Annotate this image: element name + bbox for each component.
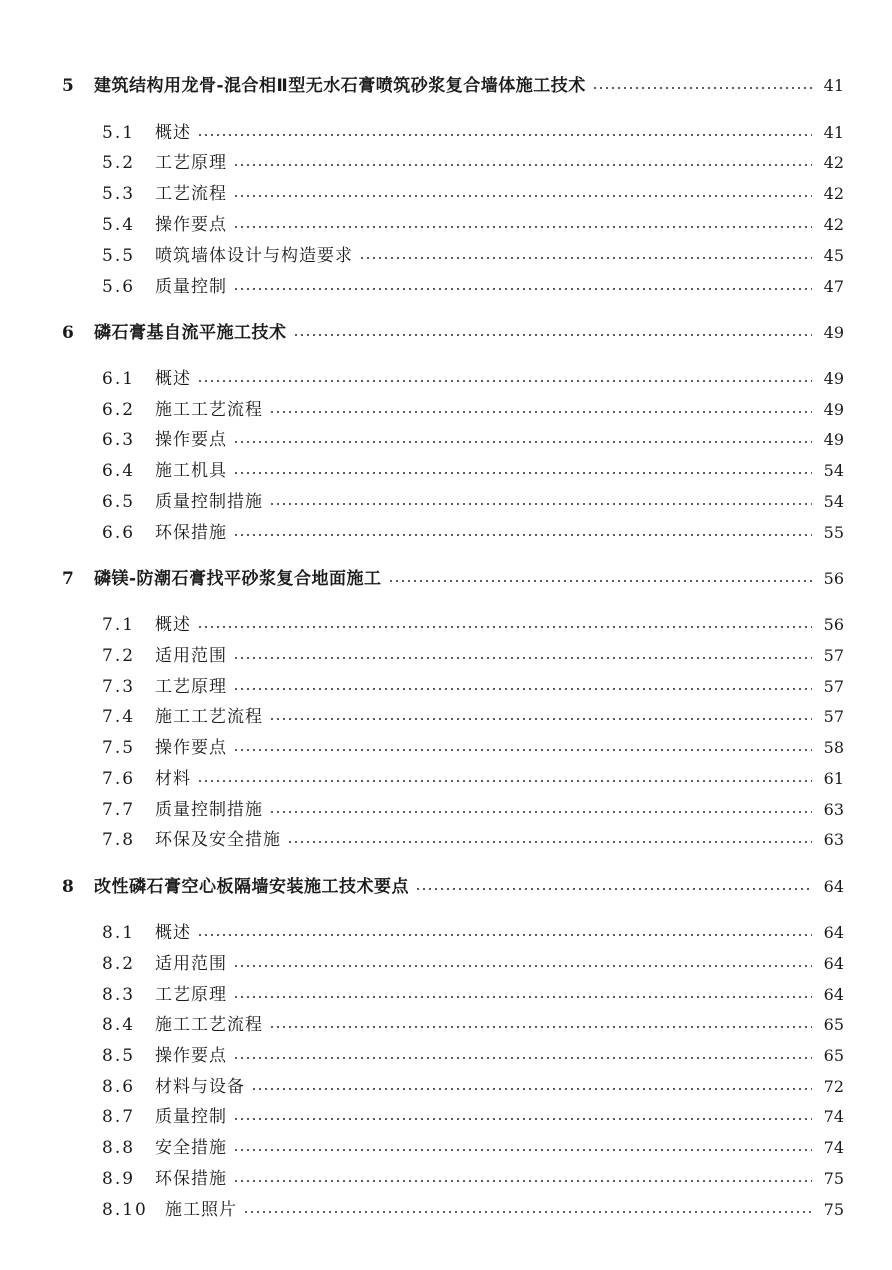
toc-section-row[interactable] [0, 121, 892, 145]
toc-page-number: 41 [823, 123, 844, 142]
toc-entry-number: 7.4 [102, 707, 136, 727]
toc-entry-number: 8.8 [102, 1138, 136, 1158]
toc-entry-title: 概述 [155, 923, 191, 943]
toc-page-number: 65 [823, 1015, 844, 1034]
dot-leader [233, 164, 812, 166]
toc-section-row[interactable] [0, 828, 892, 852]
toc-entry-number: 7 [62, 569, 74, 589]
toc-entry-title: 建筑结构用龙骨-混合相Ⅱ型无水石膏喷筑砂浆复合墙体施工技术 [94, 76, 586, 96]
toc-entry-number: 6 [62, 323, 74, 343]
dot-leader [592, 87, 812, 89]
toc-page-number: 64 [823, 877, 844, 896]
toc-section-row[interactable] [0, 1075, 892, 1099]
dot-leader [233, 195, 812, 197]
toc-section-row[interactable] [0, 736, 892, 760]
toc-entry-title: 概述 [155, 123, 191, 143]
toc-entry-number: 8 [62, 877, 74, 897]
toc-entry-number: 5.3 [102, 184, 136, 204]
toc-page-number: 75 [823, 1200, 844, 1219]
toc-entry-number: 5.4 [102, 215, 136, 235]
toc-section-row[interactable] [0, 613, 892, 637]
toc-entry-title: 适用范围 [155, 954, 227, 974]
dot-leader [388, 580, 812, 582]
dot-leader [197, 780, 812, 782]
dot-leader [415, 888, 812, 890]
toc-entry-number: 8.2 [102, 954, 136, 974]
toc-entry-title: 磷镁-防潮石膏找平砂浆复合地面施工 [94, 569, 382, 589]
dot-leader [269, 811, 812, 813]
toc-section-row[interactable] [0, 1198, 892, 1222]
toc-entry-title: 磷石膏基自流平施工技术 [94, 323, 287, 343]
dot-leader [233, 472, 812, 474]
toc-entry-title: 工艺原理 [155, 985, 227, 1005]
toc-entry-title: 概述 [155, 369, 191, 389]
toc-section-row[interactable] [0, 459, 892, 483]
toc-entry-number: 8.3 [102, 985, 136, 1005]
toc-section-row[interactable] [0, 675, 892, 699]
toc-section-row[interactable] [0, 1013, 892, 1037]
toc-entry-number: 7.6 [102, 769, 136, 789]
dot-leader [233, 288, 812, 290]
dot-leader [269, 503, 812, 505]
toc-entry-number: 5 [62, 76, 74, 96]
toc-page-number: 45 [823, 246, 844, 265]
dot-leader [287, 841, 812, 843]
toc-page-number: 42 [823, 184, 844, 203]
toc-page-number: 56 [823, 569, 844, 588]
toc-entry-title: 操作要点 [155, 738, 227, 758]
toc-entry-number: 6.2 [102, 400, 136, 420]
toc-entry-title: 操作要点 [155, 215, 227, 235]
toc-section-row[interactable] [0, 182, 892, 206]
dot-leader [197, 380, 812, 382]
dot-leader [269, 718, 812, 720]
toc-section-row[interactable] [0, 367, 892, 391]
toc-page-number: 58 [823, 738, 844, 757]
toc-section-row[interactable] [0, 1044, 892, 1068]
toc-entry-number: 5.6 [102, 277, 136, 297]
toc-entry-number: 8.5 [102, 1046, 136, 1066]
toc-entry-number: 6.3 [102, 430, 136, 450]
toc-page-number: 57 [823, 677, 844, 696]
dot-leader [233, 441, 812, 443]
toc-entry-title: 质量控制措施 [155, 492, 263, 512]
toc-entry-title: 安全措施 [155, 1138, 227, 1158]
toc-entry-title: 施工照片 [165, 1200, 237, 1220]
toc-entry-title: 施工工艺流程 [155, 707, 263, 727]
toc-entry-title: 环保措施 [155, 523, 227, 543]
toc-entry-number: 8.10 [102, 1200, 148, 1220]
toc-entry-number: 5.1 [102, 123, 136, 143]
toc-entry-number: 6.4 [102, 461, 136, 481]
toc-chapter-row[interactable] [0, 875, 892, 899]
toc-section-row[interactable] [0, 705, 892, 729]
toc-chapter-row[interactable] [0, 74, 892, 98]
toc-entry-title: 施工工艺流程 [155, 400, 263, 420]
toc-entry-title: 质量控制 [155, 277, 227, 297]
dot-leader [233, 1149, 812, 1151]
toc-section-row[interactable] [0, 1136, 892, 1160]
dot-leader [233, 657, 812, 659]
toc-entry-title: 材料 [155, 769, 191, 789]
toc-entry-number: 7.8 [102, 830, 136, 850]
toc-page-number: 57 [823, 707, 844, 726]
toc-page-number: 72 [823, 1077, 844, 1096]
toc-page-number: 47 [823, 277, 844, 296]
toc-entry-number: 6.5 [102, 492, 136, 512]
toc-page-number: 74 [823, 1107, 844, 1126]
toc-section-row[interactable] [0, 213, 892, 237]
toc-entry-number: 8.7 [102, 1107, 136, 1127]
toc-page-number: 63 [823, 800, 844, 819]
dot-leader [269, 411, 812, 413]
toc-section-row[interactable] [0, 1167, 892, 1191]
toc-page-number: 61 [823, 769, 844, 788]
toc-section-row[interactable] [0, 490, 892, 514]
toc-section-row[interactable] [0, 275, 892, 299]
toc-page-number: 49 [823, 369, 844, 388]
toc-section-row[interactable] [0, 1105, 892, 1129]
dot-leader [233, 688, 812, 690]
dot-leader [197, 134, 812, 136]
toc-entry-number: 6.1 [102, 369, 136, 389]
toc-entry-number: 7.7 [102, 800, 136, 820]
toc-page-number: 64 [823, 954, 844, 973]
dot-leader [233, 965, 812, 967]
toc-page-number: 42 [823, 215, 844, 234]
toc-page-number: 56 [823, 615, 844, 634]
toc-entry-title: 喷筑墙体设计与构造要求 [155, 246, 353, 266]
toc-entry-number: 8.1 [102, 923, 136, 943]
toc-entry-title: 工艺流程 [155, 184, 227, 204]
toc-section-row[interactable] [0, 521, 892, 545]
toc-entry-number: 8.9 [102, 1169, 136, 1189]
toc-page-number: 64 [823, 985, 844, 1004]
toc-page-number: 55 [823, 523, 844, 542]
toc-entry-number: 7.1 [102, 615, 136, 635]
dot-leader [233, 1057, 812, 1059]
toc-page-number: 54 [823, 492, 844, 511]
toc-page-number: 65 [823, 1046, 844, 1065]
toc-section-row[interactable] [0, 798, 892, 822]
toc-page-number: 54 [823, 461, 844, 480]
dot-leader [233, 1118, 812, 1120]
toc-page-number: 49 [823, 323, 844, 342]
toc-entry-title: 概述 [155, 615, 191, 635]
toc-entry-number: 5.2 [102, 153, 136, 173]
toc-section-row[interactable] [0, 644, 892, 668]
toc-page-number: 41 [823, 76, 844, 95]
toc-entry-title: 工艺原理 [155, 153, 227, 173]
toc-entry-title: 施工工艺流程 [155, 1015, 263, 1035]
toc-section-row[interactable] [0, 244, 892, 268]
toc-entry-number: 7.3 [102, 677, 136, 697]
dot-leader [269, 1026, 812, 1028]
dot-leader [233, 749, 812, 751]
dot-leader [251, 1088, 812, 1090]
dot-leader [293, 334, 812, 336]
dot-leader [197, 626, 812, 628]
toc-page-number: 49 [823, 430, 844, 449]
toc-page-number: 49 [823, 400, 844, 419]
toc-section-row[interactable] [0, 952, 892, 976]
toc-entry-title: 操作要点 [155, 430, 227, 450]
toc-entry-title: 环保及安全措施 [155, 830, 281, 850]
toc-entry-title: 适用范围 [155, 646, 227, 666]
toc-section-row[interactable] [0, 398, 892, 422]
toc-entry-title: 施工机具 [155, 461, 227, 481]
toc-entry-number: 8.4 [102, 1015, 136, 1035]
toc-page-number: 57 [823, 646, 844, 665]
dot-leader [233, 226, 812, 228]
toc-entry-number: 6.6 [102, 523, 136, 543]
toc-section-row[interactable] [0, 151, 892, 175]
toc-section-row[interactable] [0, 428, 892, 452]
dot-leader [359, 257, 812, 259]
toc-section-row[interactable] [0, 983, 892, 1007]
toc-entry-number: 7.2 [102, 646, 136, 666]
dot-leader [233, 1180, 812, 1182]
toc-section-row[interactable] [0, 767, 892, 791]
toc-entry-number: 5.5 [102, 246, 136, 266]
toc-page-number: 63 [823, 830, 844, 849]
toc-chapter-row[interactable] [0, 321, 892, 345]
toc-page-number: 42 [823, 153, 844, 172]
toc-page-number: 74 [823, 1138, 844, 1157]
dot-leader [233, 534, 812, 536]
toc-entry-title: 材料与设备 [155, 1077, 245, 1097]
toc-entry-number: 8.6 [102, 1077, 136, 1097]
dot-leader [233, 996, 812, 998]
toc-page-number: 64 [823, 923, 844, 942]
toc-section-row[interactable] [0, 921, 892, 945]
toc-entry-number: 7.5 [102, 738, 136, 758]
toc-entry-title: 质量控制措施 [155, 800, 263, 820]
toc-entry-title: 操作要点 [155, 1046, 227, 1066]
dot-leader [243, 1211, 812, 1213]
toc-page-number: 75 [823, 1169, 844, 1188]
toc-chapter-row[interactable] [0, 567, 892, 591]
toc-entry-title: 质量控制 [155, 1107, 227, 1127]
toc-entry-title: 改性磷石膏空心板隔墙安装施工技术要点 [94, 877, 409, 897]
toc-entry-title: 环保措施 [155, 1169, 227, 1189]
dot-leader [197, 934, 812, 936]
toc-entry-title: 工艺原理 [155, 677, 227, 697]
